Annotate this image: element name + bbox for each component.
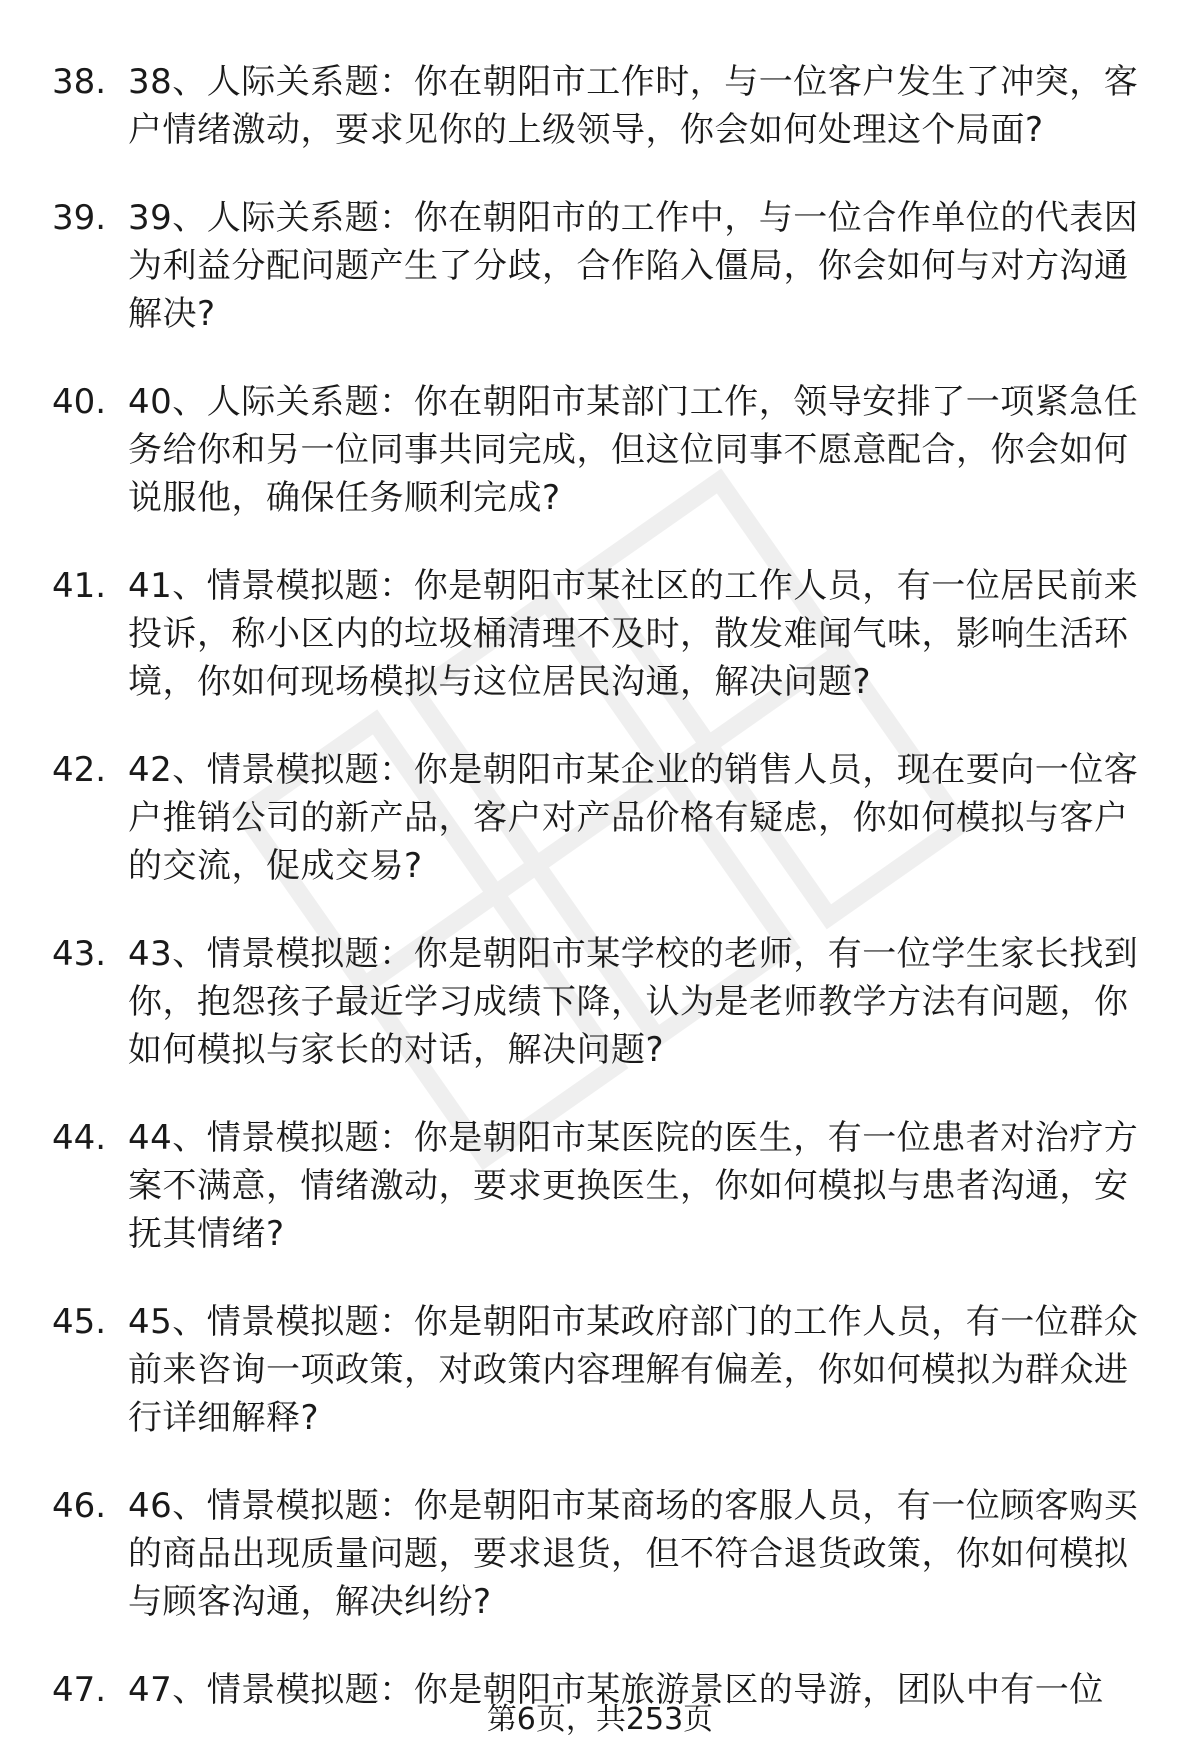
question-number: 38. (52, 62, 107, 102)
question-text: 41、情景模拟题：你是朝阳市某社区的工作人员，有一位居民前来投诉，称小区内的垃圾桶清理不及时，散发难闻气味，影响生活环境，你如何现场模拟与这位居民沟通，解决问题? (128, 566, 1139, 702)
question-number: 41. (52, 566, 107, 606)
question-number: 44. (52, 1118, 107, 1158)
question-number: 46. (52, 1486, 107, 1526)
question-list (52, 58, 1152, 1754)
question-number: 45. (52, 1302, 107, 1342)
question-item (52, 930, 1152, 1074)
question-number: 40. (52, 382, 107, 422)
question-item (52, 378, 1152, 522)
question-text: 40、人际关系题：你在朝阳市某部门工作，领导安排了一项紧急任务给你和另一位同事共同完成，但这位同事不愿意配合，你会如何说服他，确保任务顺利完成? (128, 382, 1139, 518)
question-text: 47、情景模拟题：你是朝阳市某旅游景区的导游，团队中有一位 (128, 1670, 1104, 1710)
question-item (52, 562, 1152, 706)
question-text: 44、情景模拟题：你是朝阳市某医院的医生，有一位患者对治疗方案不满意，情绪激动，要求更换医生，你如何模拟与患者沟通，安抚其情绪? (128, 1118, 1139, 1254)
question-item (52, 1298, 1152, 1442)
question-number: 42. (52, 750, 107, 790)
question-item (52, 1482, 1152, 1626)
question-text: 43、情景模拟题：你是朝阳市某学校的老师，有一位学生家长找到你，抱怨孩子最近学习成绩下降，认为是老师教学方法有问题，你如何模拟与家长的对话，解决问题? (128, 934, 1139, 1070)
page-footer: 第6页，共253页 (486, 1702, 714, 1737)
question-text: 46、情景模拟题：你是朝阳市某商场的客服人员，有一位顾客购买的商品出现质量问题，要求退货，但不符合退货政策，你如何模拟与顾客沟通，解决纠纷? (128, 1486, 1139, 1622)
question-item (52, 1114, 1152, 1258)
question-text: 38、人际关系题：你在朝阳市工作时，与一位客户发生了冲突，客户情绪激动，要求见你的上级领导，你会如何处理这个局面? (128, 62, 1139, 150)
question-item (52, 194, 1152, 338)
question-number: 39. (52, 198, 107, 238)
question-number: 47. (52, 1670, 107, 1710)
question-item (52, 746, 1152, 890)
question-item (52, 58, 1152, 154)
question-number: 43. (52, 934, 107, 974)
question-text: 42、情景模拟题：你是朝阳市某企业的销售人员，现在要向一位客户推销公司的新产品，客户对产品价格有疑虑，你如何模拟与客户的交流，促成交易? (128, 750, 1139, 886)
question-text: 45、情景模拟题：你是朝阳市某政府部门的工作人员，有一位群众前来咨询一项政策，对政策内容理解有偏差，你如何模拟为群众进行详细解释? (128, 1302, 1139, 1438)
question-text: 39、人际关系题：你在朝阳市的工作中，与一位合作单位的代表因为利益分配问题产生了分歧，合作陷入僵局，你会如何与对方沟通解决? (128, 198, 1139, 334)
